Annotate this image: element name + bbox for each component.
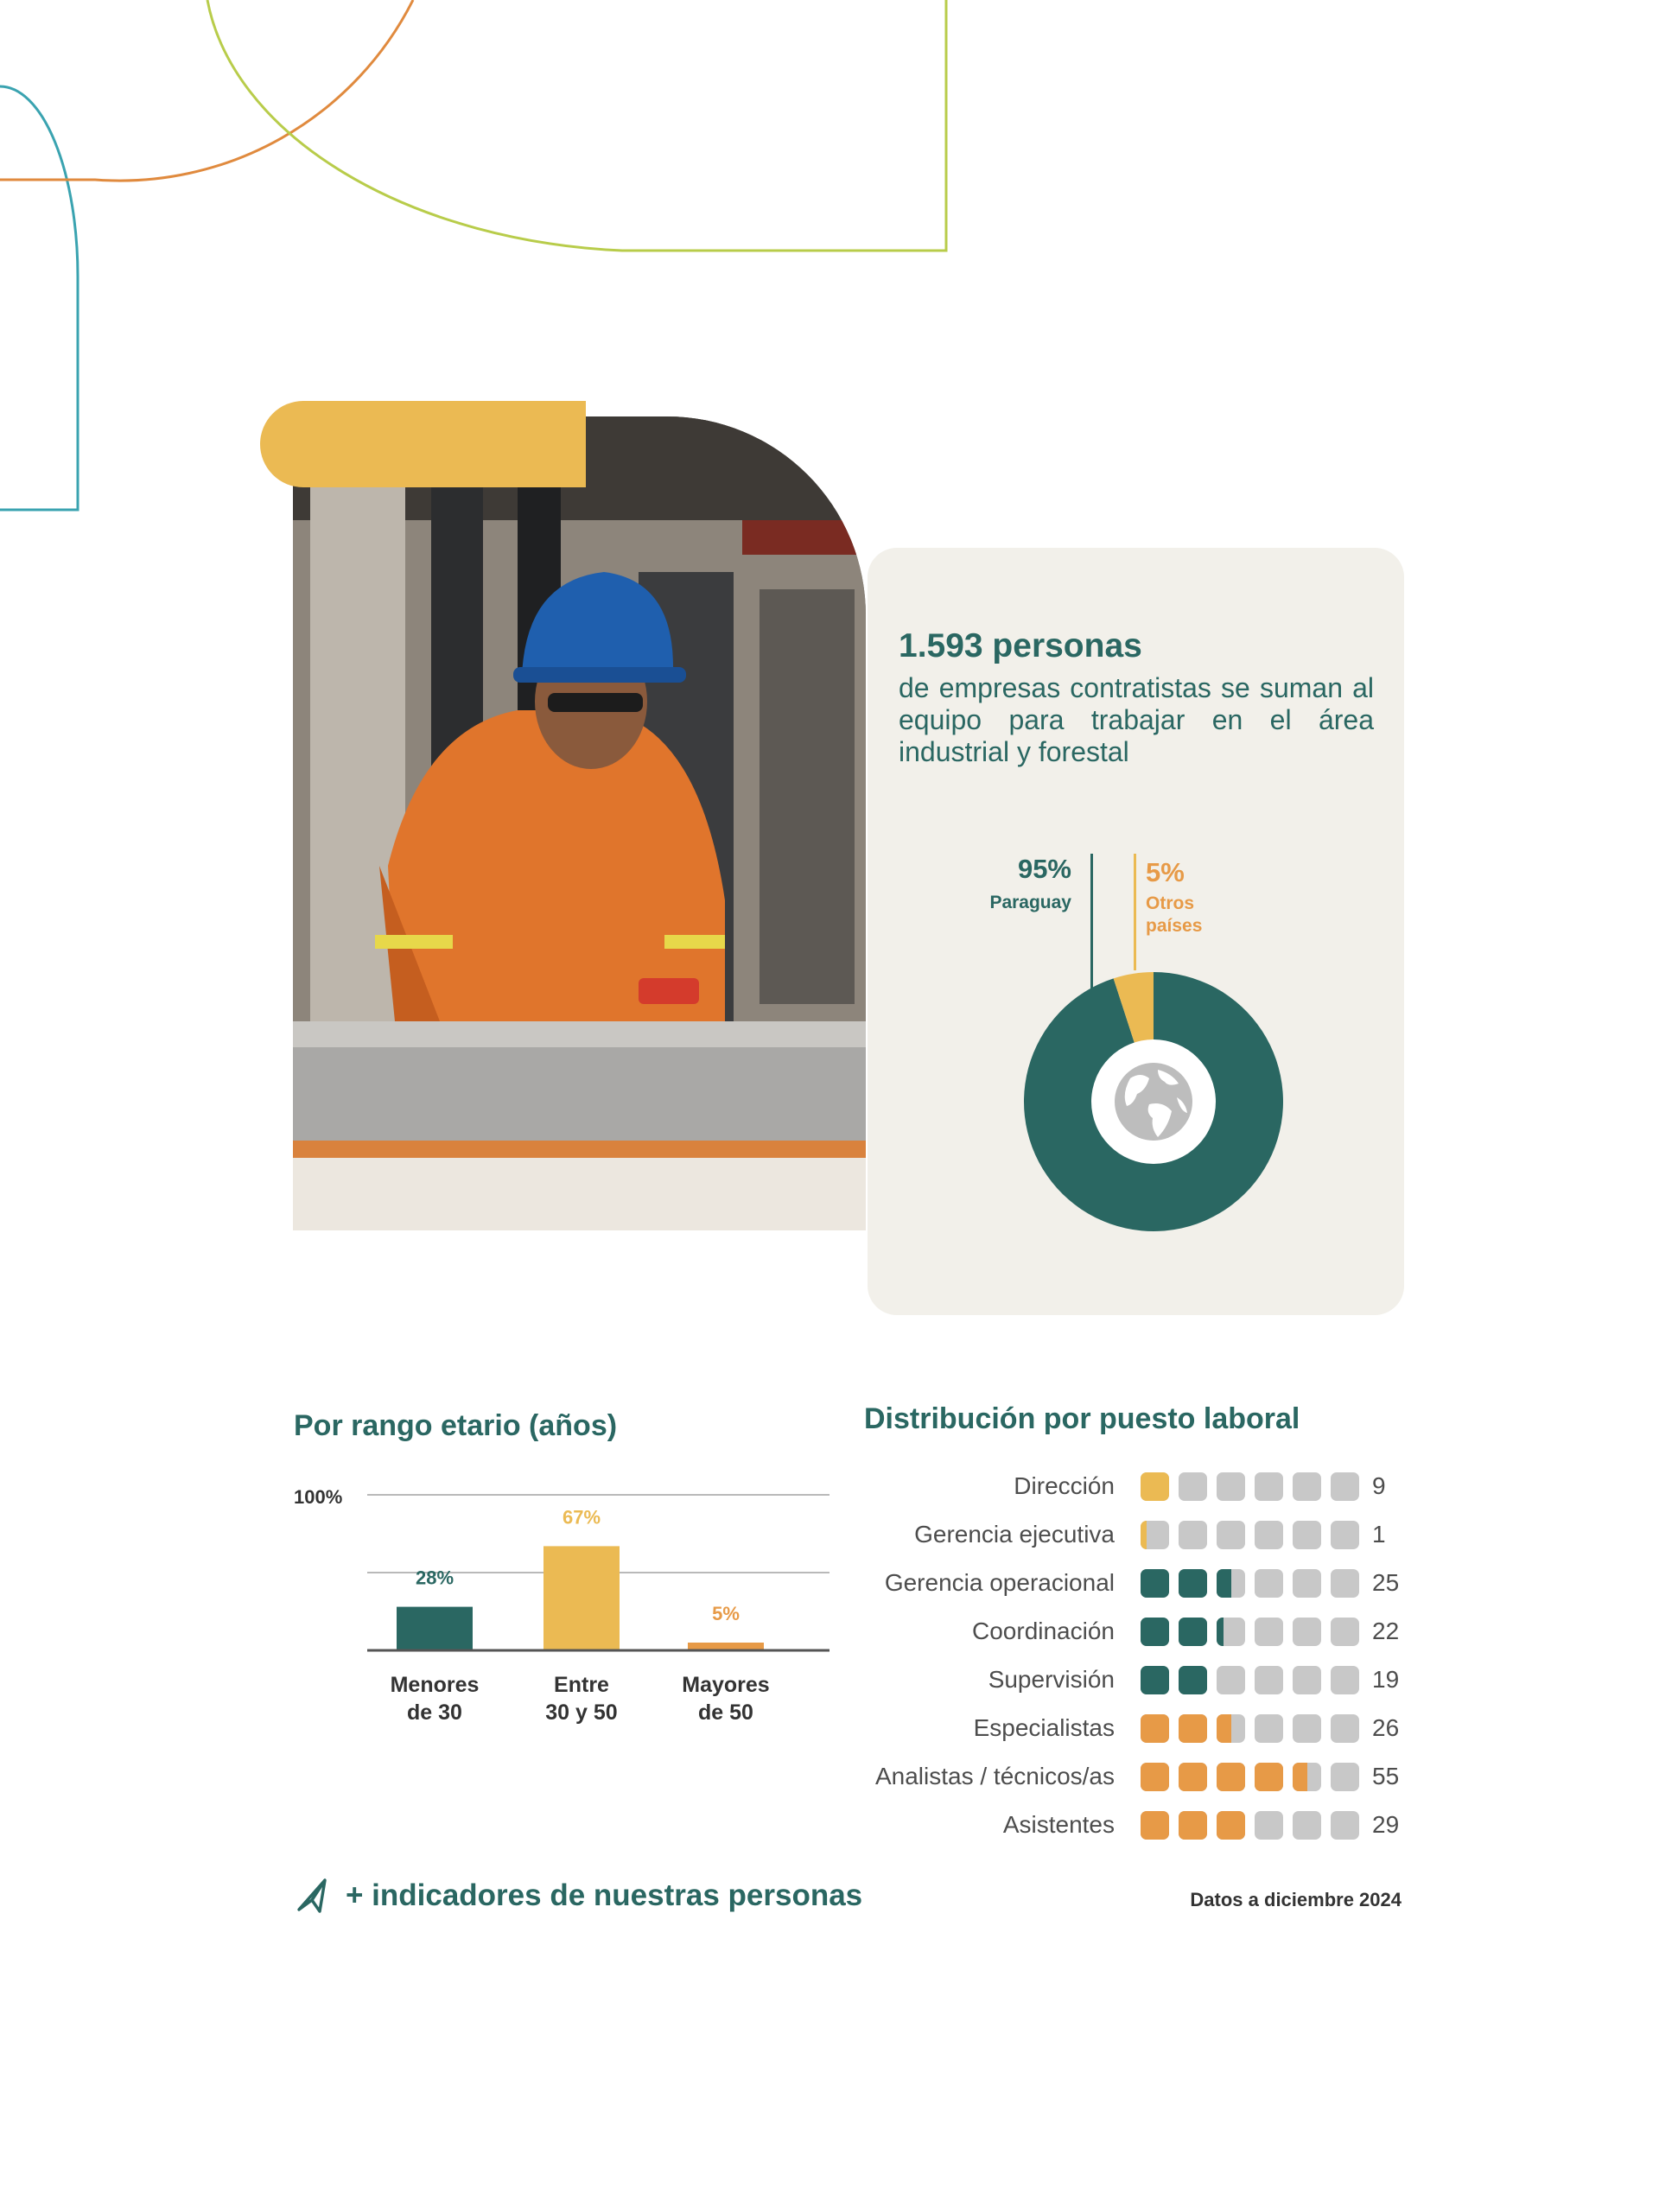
job-row-label: Dirección [1014,1472,1115,1499]
job-section-title: Distribución por puesto laboral [864,1402,1300,1435]
job-unit-square [1141,1521,1169,1549]
job-unit-fill [1217,1618,1224,1646]
job-row-label: Supervisión [988,1666,1115,1693]
job-unit-fill [1293,1763,1307,1791]
job-unit-fill [1217,1811,1245,1840]
job-unit-square [1331,1472,1359,1501]
job-row-value: 55 [1372,1763,1400,1789]
job-unit-square [1179,1714,1207,1743]
job-unit-square [1255,1811,1283,1840]
summary-headline: 1.593 personas [899,627,1142,664]
job-unit-square [1141,1714,1169,1743]
job-row-value: 1 [1372,1521,1386,1548]
bar-value-label-2: 67% [562,1506,601,1529]
job-unit-square [1255,1521,1283,1549]
bar-value-label-1: 28% [415,1567,454,1589]
job-unit-square [1217,1521,1245,1549]
job-row-value: 26 [1372,1714,1400,1741]
age-section-title: Por rango etario (años) [294,1409,618,1442]
summary-description: de empresas contratistas se suman al equipo para trabajar en el área industrial y forestal [899,672,1374,767]
job-unit-square [1217,1666,1245,1694]
worker-photo [293,416,866,1230]
job-unit-fill [1141,1763,1169,1791]
age-bar-chart [285,1469,855,1754]
job-row [855,1566,1408,1600]
job-unit-square [1217,1811,1245,1840]
job-unit-square [1331,1763,1359,1791]
job-unit-square [1255,1569,1283,1598]
job-unit-fill [1141,1472,1169,1501]
job-row-value: 22 [1372,1618,1400,1644]
job-row [855,1469,1408,1503]
job-row-label: Asistentes [1002,1811,1115,1838]
job-row-label: Especialistas [973,1714,1115,1741]
job-unit-fill [1255,1763,1283,1791]
job-unit-square [1293,1811,1321,1840]
globe-icon [1115,1063,1192,1141]
job-unit-square [1217,1618,1245,1646]
origin-label-otros-line1: Otros [1146,893,1195,913]
job-unit-fill [1217,1763,1245,1791]
job-unit-square [1293,1569,1321,1598]
category-label-1: de 30 [407,1700,462,1725]
job-unit-square [1141,1569,1169,1598]
category-label-2: 30 y 50 [545,1700,618,1725]
job-unit-square [1141,1618,1169,1646]
job-unit-square [1293,1763,1321,1791]
job-unit-square [1141,1666,1169,1694]
data-date-note: Datos a diciembre 2024 [1190,1889,1402,1910]
origin-pct-otros: 5% [1146,857,1185,887]
job-row-label: Gerencia ejecutiva [914,1521,1115,1548]
indicators-link[interactable] [296,1877,862,1915]
job-unit-square [1255,1618,1283,1646]
job-unit-square [1293,1472,1321,1501]
job-unit-fill [1179,1618,1207,1646]
category-label-3: de 50 [698,1700,753,1725]
job-unit-square [1217,1763,1245,1791]
category-label-1: Menores [390,1673,480,1697]
bar-value-label-3: 5% [712,1603,740,1624]
job-row-label: Analistas / técnicos/as [874,1763,1115,1789]
job-row-value: 9 [1372,1472,1386,1499]
job-unit-fill [1217,1569,1231,1598]
job-row-label: Coordinación [972,1618,1115,1644]
job-unit-square [1293,1714,1321,1743]
job-unit-square [1293,1666,1321,1694]
job-unit-fill [1179,1811,1207,1840]
job-unit-square [1331,1569,1359,1598]
bar-2 [543,1546,620,1650]
job-unit-fill [1141,1666,1169,1694]
job-unit-square [1255,1714,1283,1743]
job-unit-square [1141,1472,1169,1501]
job-unit-square [1293,1521,1321,1549]
job-unit-square [1179,1521,1207,1549]
send-icon [296,1877,330,1915]
job-unit-square [1179,1618,1207,1646]
job-unit-square [1331,1714,1359,1743]
bar-1 [397,1607,473,1650]
job-unit-square [1179,1666,1207,1694]
job-row-value: 29 [1372,1811,1400,1838]
job-row-value: 25 [1372,1569,1400,1596]
job-unit-fill [1179,1666,1207,1694]
job-unit-fill [1141,1569,1169,1598]
job-row [855,1614,1408,1649]
category-label-3: Mayores [682,1673,770,1697]
origin-pct-paraguay: 95% [1017,854,1071,884]
job-row-value: 19 [1372,1666,1400,1693]
job-row [855,1808,1408,1842]
job-row-label: Gerencia operacional [884,1569,1115,1596]
origin-divider-yellow [1134,854,1136,970]
job-unit-fill [1141,1521,1147,1549]
job-unit-square [1141,1811,1169,1840]
job-unit-fill [1141,1811,1169,1840]
job-unit-square [1179,1472,1207,1501]
job-unit-square [1141,1763,1169,1791]
job-unit-square [1255,1763,1283,1791]
job-row [855,1759,1408,1794]
job-unit-fill [1217,1714,1231,1743]
origin-label-paraguay: Paraguay [989,893,1071,912]
job-unit-square [1331,1666,1359,1694]
job-unit-square [1217,1569,1245,1598]
job-unit-fill [1179,1714,1207,1743]
job-unit-square [1179,1811,1207,1840]
job-unit-square [1255,1666,1283,1694]
job-unit-fill [1179,1569,1207,1598]
y-tick-label: 100% [294,1486,343,1508]
job-unit-square [1179,1763,1207,1791]
job-unit-square [1255,1472,1283,1501]
category-label-2: Entre [554,1673,609,1697]
origin-label-otros-line2: países [1146,916,1203,936]
origin-donut-chart [1020,968,1287,1236]
job-row [855,1662,1408,1697]
yellow-tab-accent [260,401,586,487]
job-unit-fill [1141,1714,1169,1743]
job-unit-fill [1179,1763,1207,1791]
job-unit-square [1179,1569,1207,1598]
job-row [855,1711,1408,1745]
indicators-link-text: + indicadores de nuestras personas [346,1878,863,1912]
job-row [855,1517,1408,1552]
job-unit-square [1331,1618,1359,1646]
job-unit-square [1293,1618,1321,1646]
job-unit-square [1217,1714,1245,1743]
job-unit-square [1217,1472,1245,1501]
job-unit-square [1331,1521,1359,1549]
job-unit-square [1331,1811,1359,1840]
job-unit-fill [1141,1618,1169,1646]
